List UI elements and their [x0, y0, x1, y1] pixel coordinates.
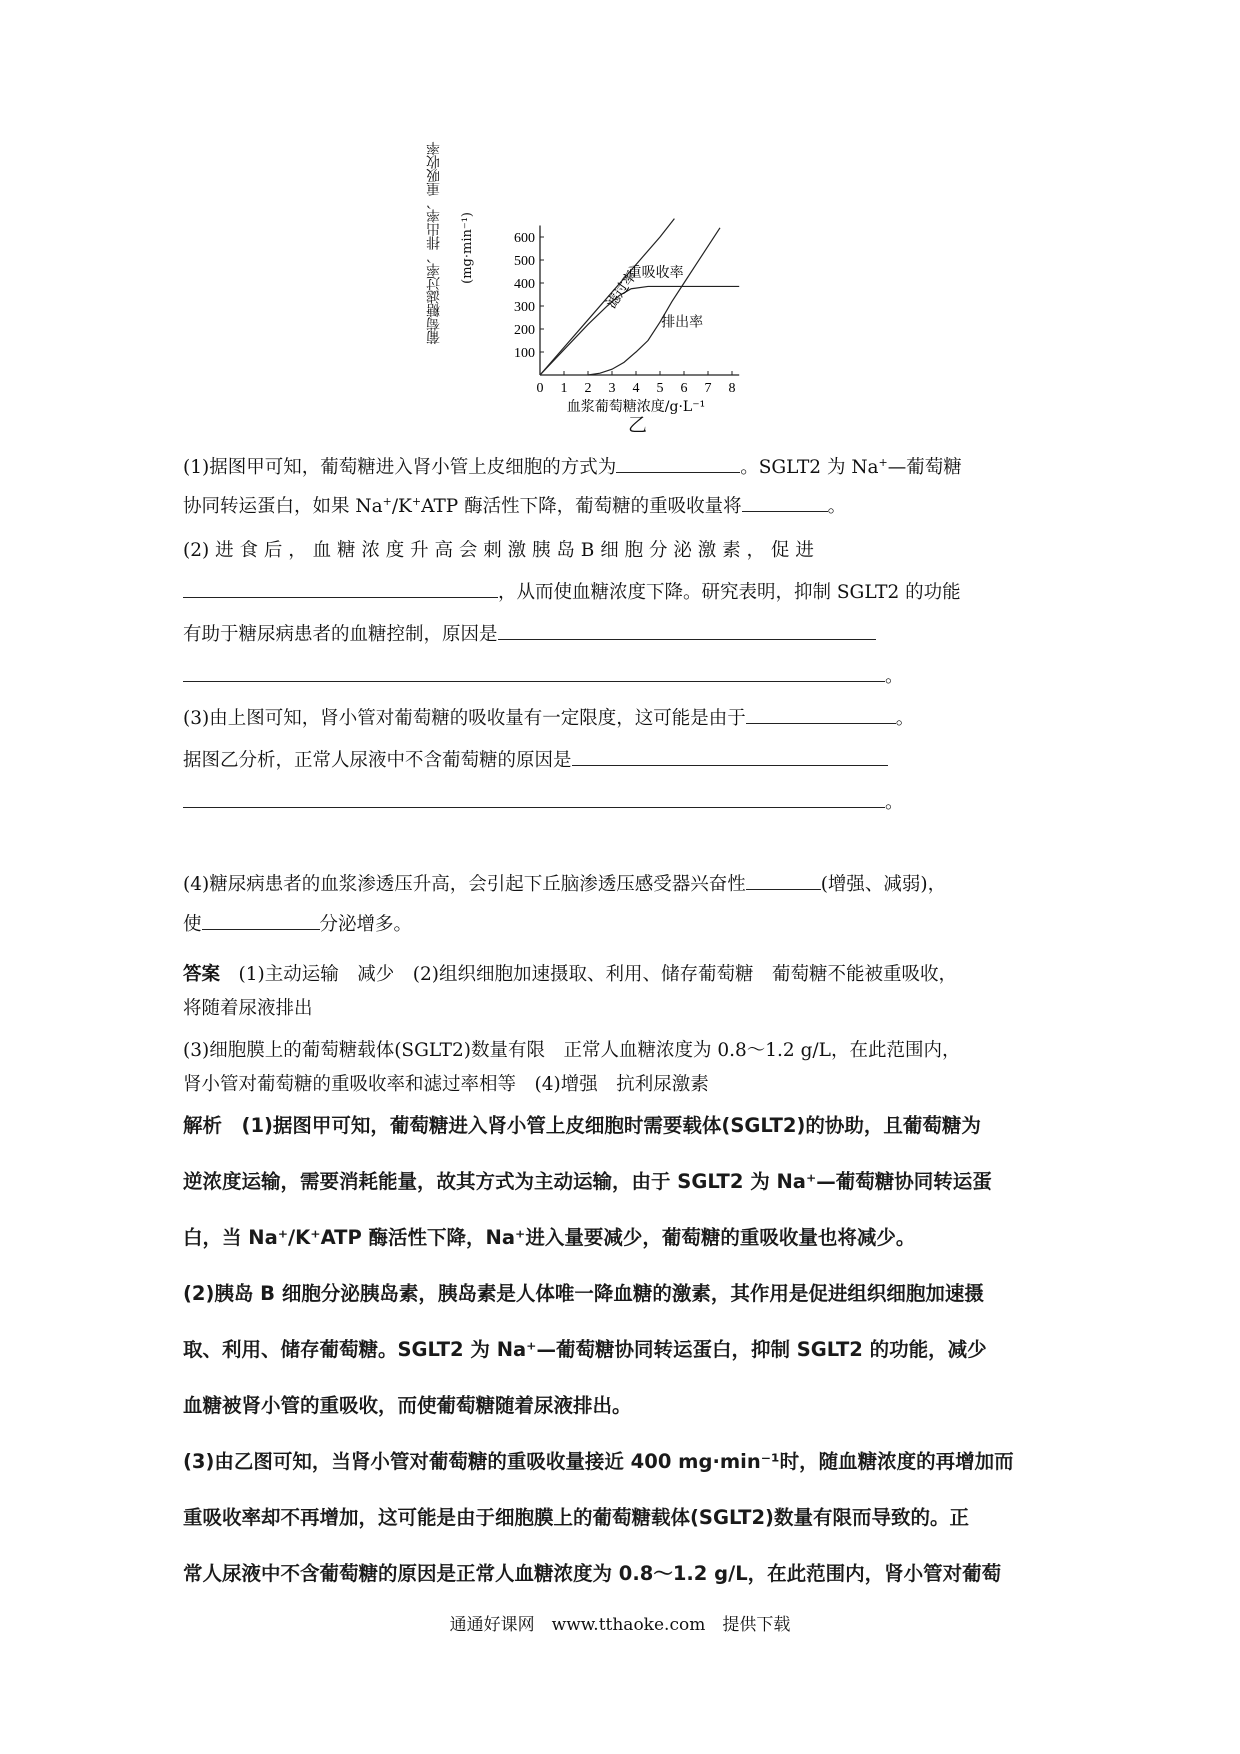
analysis-p1-line-2: 逆浓度运输，需要消耗能量，故其方式为主动运输，由于 SGLT2 为 Na⁺—葡萄糖协同转运蛋: [183, 1170, 992, 1193]
q2-text-d: 。: [885, 666, 904, 687]
q3-text-d: 。: [885, 792, 904, 813]
analysis-label: 解析: [183, 1114, 223, 1137]
y-tick-label: 100: [514, 346, 535, 361]
answer-block: [183, 958, 1063, 1102]
q4-text-d: 分泌增多。: [319, 914, 413, 935]
analysis-p3-line-1: (3)由乙图可知，当肾小管对葡萄糖的重吸收量接近 400 mg·min⁻¹时，随血糖浓度的再增加而: [183, 1450, 1014, 1473]
q2-text-a: (2) 进 食 后 ， 血 糖 浓 度 升 高 会 刺 激 胰 岛 B 细 胞 分 泌 激 素 ， 促 进: [183, 540, 814, 561]
y-tick-label: 300: [514, 300, 535, 315]
q1-sup-1: +: [878, 456, 888, 469]
analysis-p2-line-3: 血糖被肾小管的重吸收，而使葡萄糖随着尿液排出。: [183, 1394, 632, 1417]
q1-sup-2: +: [382, 495, 392, 509]
analysis-block: [183, 1098, 1063, 1602]
x-tick-label: 4: [632, 381, 640, 396]
x-tick-label: 2: [584, 381, 592, 396]
q2-text-b: ，从而使血糖浓度下降。研究表明，抑制 SGLT2 的功能: [498, 582, 961, 603]
series-line-2: [540, 286, 739, 375]
q1-blank-2: [742, 493, 828, 512]
analysis-p1-line-3: 白，当 Na⁺/K⁺ATP 酶活性下降，Na⁺进入量要减少，葡萄糖的重吸收量也将减少。: [183, 1226, 916, 1249]
series-label-reabsorb: 重吸收率: [627, 265, 684, 281]
y-axis-label: 葡萄糖滤过率、排出率、重吸收率: [426, 142, 442, 345]
q1-blank-1: [616, 454, 740, 473]
q2-blank-2: [498, 621, 876, 640]
q1-text-g: 。: [827, 496, 847, 518]
question-2: [183, 530, 1063, 698]
q3-text-c: 据图乙分析，正常人尿液中不含葡萄糖的原因是: [183, 750, 572, 771]
q1-text-d: 协同转运蛋白，如果 Na: [183, 496, 383, 518]
question-3: [183, 698, 1063, 824]
q3-text-b: 。: [895, 708, 915, 729]
question-1: [183, 446, 1063, 524]
x-tick-label: 1: [560, 381, 568, 396]
y-tick-label: 200: [514, 323, 535, 338]
x-tick-label: 6: [680, 381, 688, 396]
q3-text-a: (3)由上图可知，肾小管对葡萄糖的吸收量有一定限度，这可能是由于: [183, 708, 746, 729]
answer-label: 答案: [183, 964, 221, 985]
q3-blank-2: [572, 747, 888, 766]
q3-blank-1: [746, 705, 896, 724]
figure-yi: [426, 142, 800, 440]
series-label-excrete: 排出率: [661, 314, 704, 331]
y-axis-unit: (mg·min⁻¹): [460, 212, 475, 284]
q2-blank-1: [183, 579, 498, 598]
q2-text-c: 有助于糖尿病患者的血糖控制，原因是: [183, 624, 498, 645]
analysis-p2-line-2: 取、利用、储存葡萄糖。SGLT2 为 Na⁺—葡萄糖协同转运蛋白，抑制 SGLT2 的功能，减少: [183, 1338, 987, 1361]
q3-blank-3: [183, 789, 885, 808]
question-4: [183, 865, 1063, 945]
series-label-filter: 滤过率: [603, 268, 641, 312]
x-tick-label: 8: [728, 381, 736, 396]
y-tick-label: 600: [514, 231, 535, 246]
x-tick-label: 0: [536, 381, 544, 396]
x-tick-label: 3: [608, 381, 616, 396]
analysis-p3-line-2: 重吸收率却不再增加，这可能是由于细胞膜上的葡萄糖载体(SGLT2)数量有限而导致的。正: [183, 1506, 969, 1529]
x-tick-label: 5: [656, 381, 664, 396]
line-chart: [440, 150, 800, 415]
q1-text-f: ATP 酶活性下降，葡萄糖的重吸收量将: [421, 496, 742, 518]
answer-line-1: (1)主动运输 减少 (2)组织细胞加速摄取、利用、储存葡萄糖 葡萄糖不能被重吸收，: [238, 964, 957, 985]
x-tick-label: 7: [704, 381, 712, 396]
answer-line-3: (3)细胞膜上的葡萄糖载体(SGLT2)数量有限 正常人血糖浓度为 0.8～1.2 g/L，在此范围内，: [183, 1040, 961, 1061]
q4-text-c: 使: [183, 914, 202, 935]
x-axis-label: 血浆葡萄糖浓度/g·L⁻¹: [566, 399, 706, 415]
q4-blank-1: [746, 871, 821, 890]
answer-line-2: 将随着尿液排出: [183, 998, 313, 1019]
q1-text-a: (1)据图甲可知，葡萄糖进入肾小管上皮细胞的方式为: [183, 457, 617, 479]
figure-caption: 乙: [628, 414, 648, 436]
q1-text-c: —葡萄糖: [887, 457, 962, 479]
q4-blank-2: [202, 911, 320, 930]
q1-text-b: 。SGLT2 为 Na: [740, 457, 879, 479]
q4-text-a: (4)糖尿病患者的血浆渗透压升高，会引起下丘脑渗透压感受器兴奋性: [183, 874, 746, 895]
answer-line-4: 肾小管对葡萄糖的重吸收率和滤过率相等 (4)增强 抗利尿激素: [183, 1074, 709, 1095]
y-tick-label: 400: [514, 277, 535, 292]
q2-blank-3: [183, 663, 885, 682]
y-tick-label: 500: [514, 254, 535, 269]
analysis-p1-line-1: (1)据图甲可知，葡萄糖进入肾小管上皮细胞时需要载体(SGLT2)的协助，且葡萄糖为: [241, 1114, 981, 1137]
analysis-p2-line-1: (2)胰岛 B 细胞分泌胰岛素，胰岛素是人体唯一降血糖的激素，其作用是促进组织细胞加速摄: [183, 1282, 984, 1305]
q4-text-b: (增强、减弱)，: [820, 874, 947, 895]
q1-sup-3: +: [411, 495, 422, 509]
q1-text-e: /K: [391, 496, 412, 518]
page-footer: 通通好课网 www.tthaoke.com 提供下载: [449, 1615, 791, 1635]
analysis-p3-line-3: 常人尿液中不含葡萄糖的原因是正常人血糖浓度为 0.8～1.2 g/L，在此范围内，肾小管对葡萄: [183, 1562, 1002, 1585]
